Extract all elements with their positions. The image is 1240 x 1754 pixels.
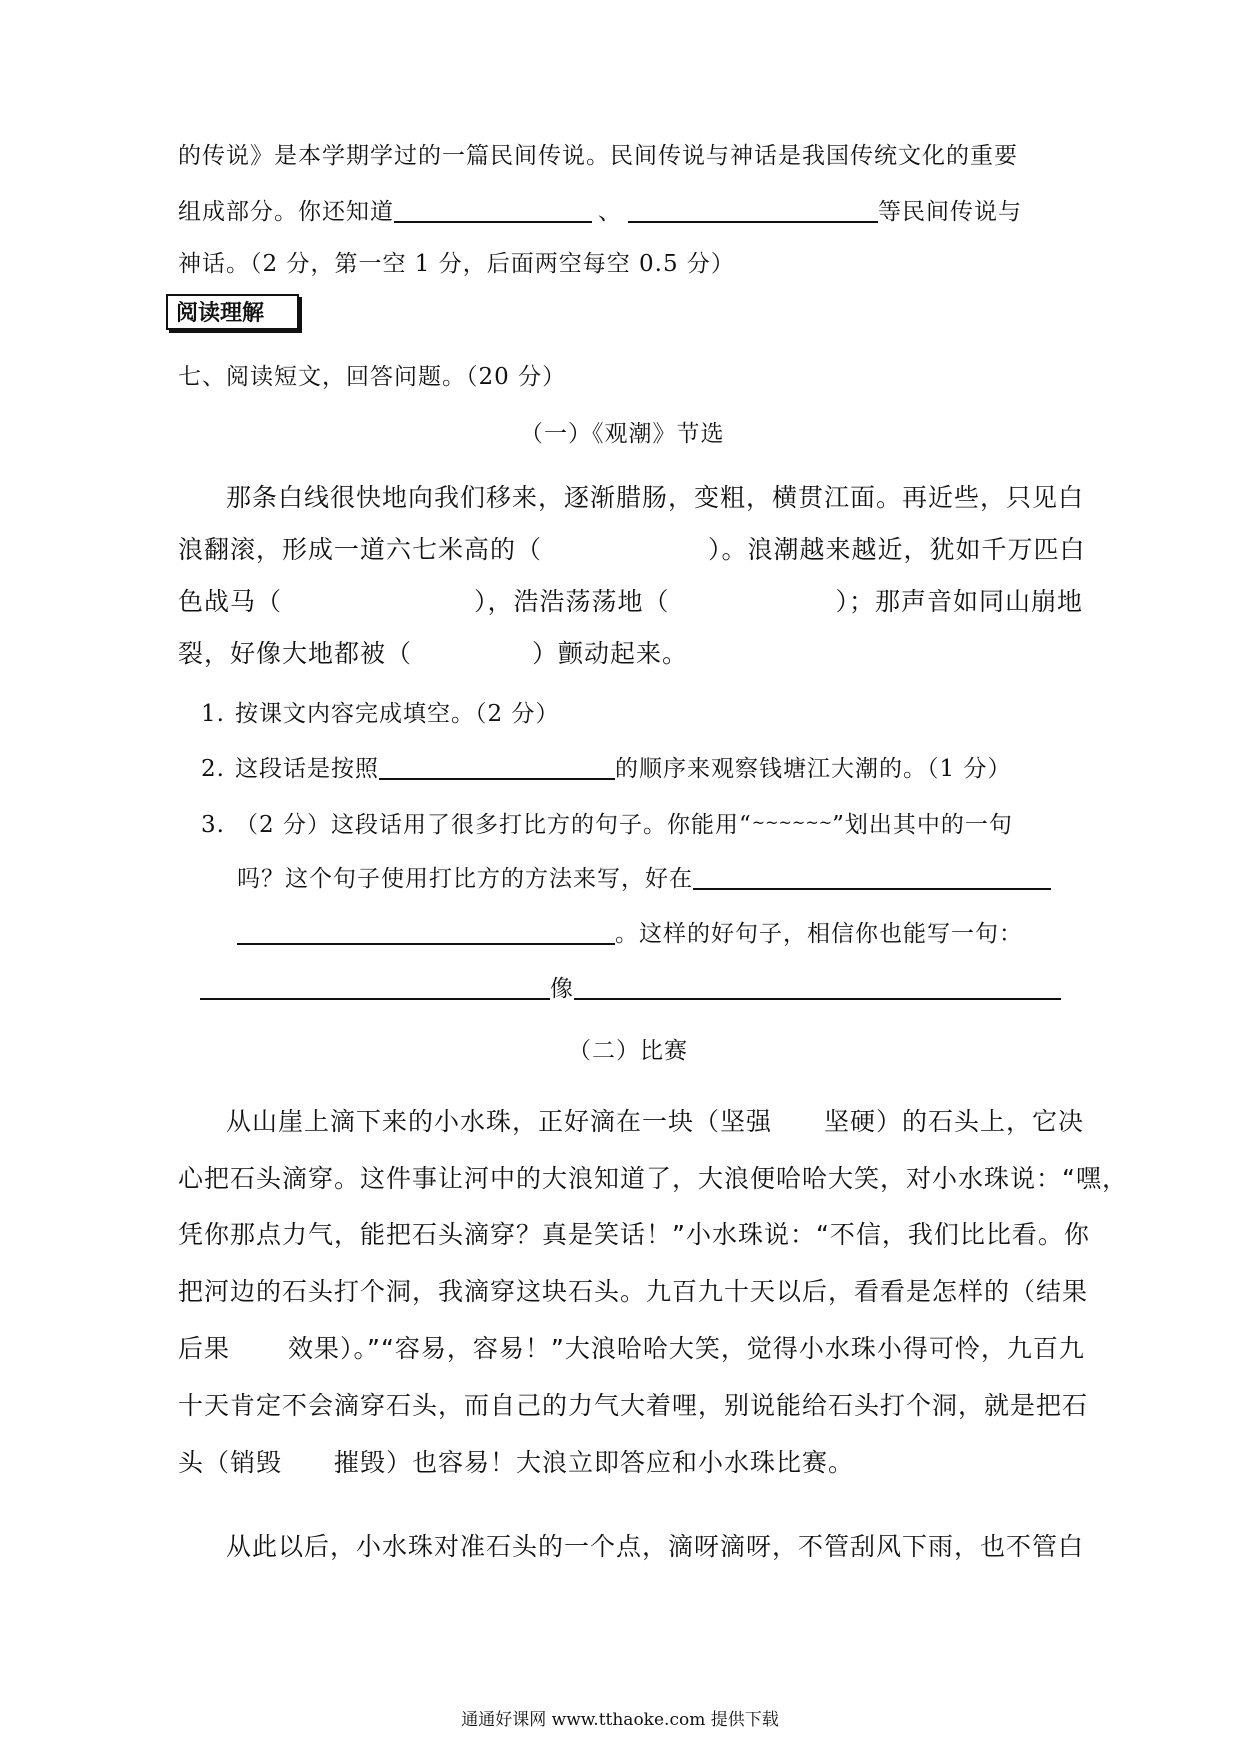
passage-2-line-2: 心把石头滴穿。这件事让河中的大浪知道了，大浪便哈哈大笑，对小水珠说：“嘿， <box>178 1164 1128 1193</box>
passage-1-line-4 <box>178 634 688 670</box>
passage-2-line-1 <box>226 1102 1084 1138</box>
passage-1-line-3 <box>178 582 1083 618</box>
passage-1-line-3-text-b: ），浩浩荡荡地（ <box>474 587 670 616</box>
passage-2-para-2-line-1: 从此以后，小水珠对准石头的一个点，滴呀滴呀，不管刮风下雨，也不管白 <box>226 1532 1085 1561</box>
passage-1-line-2 <box>178 530 1086 566</box>
intro-line-2-text-b: 等民间传说与 <box>878 199 1022 225</box>
passage-2-line-5 <box>178 1329 1085 1365</box>
passage-2-line-1-text-b: 坚硬）的石头上，它决 <box>824 1107 1085 1136</box>
passage-2-line-3: 凭你那点力气，能把石头滴穿？真是笑话！”小水珠说：“不信，我们比比看。你 <box>178 1220 1090 1249</box>
section-label-reading: 阅读理解 <box>166 294 299 330</box>
question-3-number: 3. <box>201 812 225 838</box>
footer-download-credit: 通通好课网 www.tthaoke.com 提供下载 <box>461 1710 779 1730</box>
passage-1-line-2-text-b: ）。浪潮越来越近，犹如千万匹白 <box>708 535 1086 564</box>
answer-blank-order[interactable] <box>379 756 615 780</box>
passage-1-line-4-text-b: ）颤动起来。 <box>532 639 689 668</box>
passage-2-line-7 <box>178 1443 854 1479</box>
question-1 <box>201 695 559 728</box>
wavy-underline-mark: ~~~~~~ <box>751 813 833 832</box>
question-1-text: 按课文内容完成填空。（2 分） <box>235 701 560 727</box>
passage-2-line-7-text-a: 头（销毁 <box>178 1448 283 1477</box>
question-3-line-3 <box>237 915 1023 948</box>
question-2 <box>201 750 1011 783</box>
passage-2-line-5-text-b: 效果）。”“容易，容易！”大浪哈哈大笑，觉得小水珠小得可怜，九百九 <box>288 1334 1085 1363</box>
question-3-line-4 <box>200 970 1061 1003</box>
question-3-like-word: 像 <box>550 976 574 1002</box>
answer-blank-legend-1[interactable] <box>394 199 592 223</box>
passage-1-line-4-text-a: 裂，好像大地都被（ <box>178 639 413 668</box>
intro-line-3: 神话。（2 分，第一空 1 分，后面两空每空 0.5 分） <box>178 251 735 277</box>
question-3-text-b: ”划出其中的一句 <box>832 812 1013 838</box>
intro-line-1: 的传说》是本学期学过的一篇民间传说。民间传说与神话是我国传统文化的重要 <box>178 143 1018 169</box>
question-3-text-a: （2 分）这段话用了很多打比方的句子。你能用“ <box>235 812 752 838</box>
passage-2-line-5-text-a: 后果 <box>178 1334 231 1363</box>
question-2-text-b: 的顺序来观察钱塘江大潮的。（1 分） <box>615 756 1012 782</box>
question-3-line-2 <box>237 860 1051 893</box>
passage-1-line-2-text-a: 浪翻滚，形成一道六七米高的（ <box>178 535 543 564</box>
passage-2-line-7-text-b: 摧毁）也容易！大浪立即答应和小水珠比赛。 <box>334 1448 855 1477</box>
intro-line-2-text-a: 组成部分。你还知道 <box>178 199 394 225</box>
passage-2-title: （二）比赛 <box>568 1038 688 1064</box>
question-3-line-2-text: 吗？这个句子使用打比方的方法来写，好在 <box>237 866 693 892</box>
passage-1-line-3-text-c: ）；那声音如同山崩地 <box>835 587 1084 616</box>
intro-line-2 <box>178 193 1022 226</box>
answer-blank-good-at[interactable] <box>693 866 1051 890</box>
passage-1-line-1: 那条白线很快地向我们移来，逐渐腊肠，变粗，横贯江面。再近些，只见白 <box>226 483 1085 512</box>
intro-line-2-separator: 、 <box>598 199 622 225</box>
passage-2-line-6: 十天肯定不会滴穿石头，而自己的力气大着哩，别说能给石头打个洞，就是把石 <box>178 1391 1089 1420</box>
passage-1-line-3-text-a: 色战马（ <box>178 587 283 616</box>
answer-blank-legend-2[interactable] <box>628 199 878 223</box>
answer-blank-simile-object[interactable] <box>574 976 1061 1000</box>
question-7-heading: 七、阅读短文，回答问题。（20 分） <box>178 364 567 390</box>
passage-1-title: （一）《观潮》节选 <box>520 421 725 447</box>
question-3-line-3-text: 。这样的好句子，相信你也能写一句： <box>615 921 1023 947</box>
answer-blank-good-at-cont[interactable] <box>237 921 615 945</box>
passage-2-line-1-text-a: 从山崖上滴下来的小水珠，正好滴在一块（坚强 <box>226 1107 773 1136</box>
question-2-text-a: 这段话是按照 <box>235 756 379 782</box>
question-3 <box>201 806 1013 839</box>
answer-blank-simile-subject[interactable] <box>200 976 550 1000</box>
question-1-number: 1. <box>201 701 225 727</box>
question-2-number: 2. <box>201 756 225 782</box>
passage-2-line-4: 把河边的石头打个洞，我滴穿这块石头。九百九十天以后，看看是怎样的（结果 <box>178 1277 1089 1306</box>
